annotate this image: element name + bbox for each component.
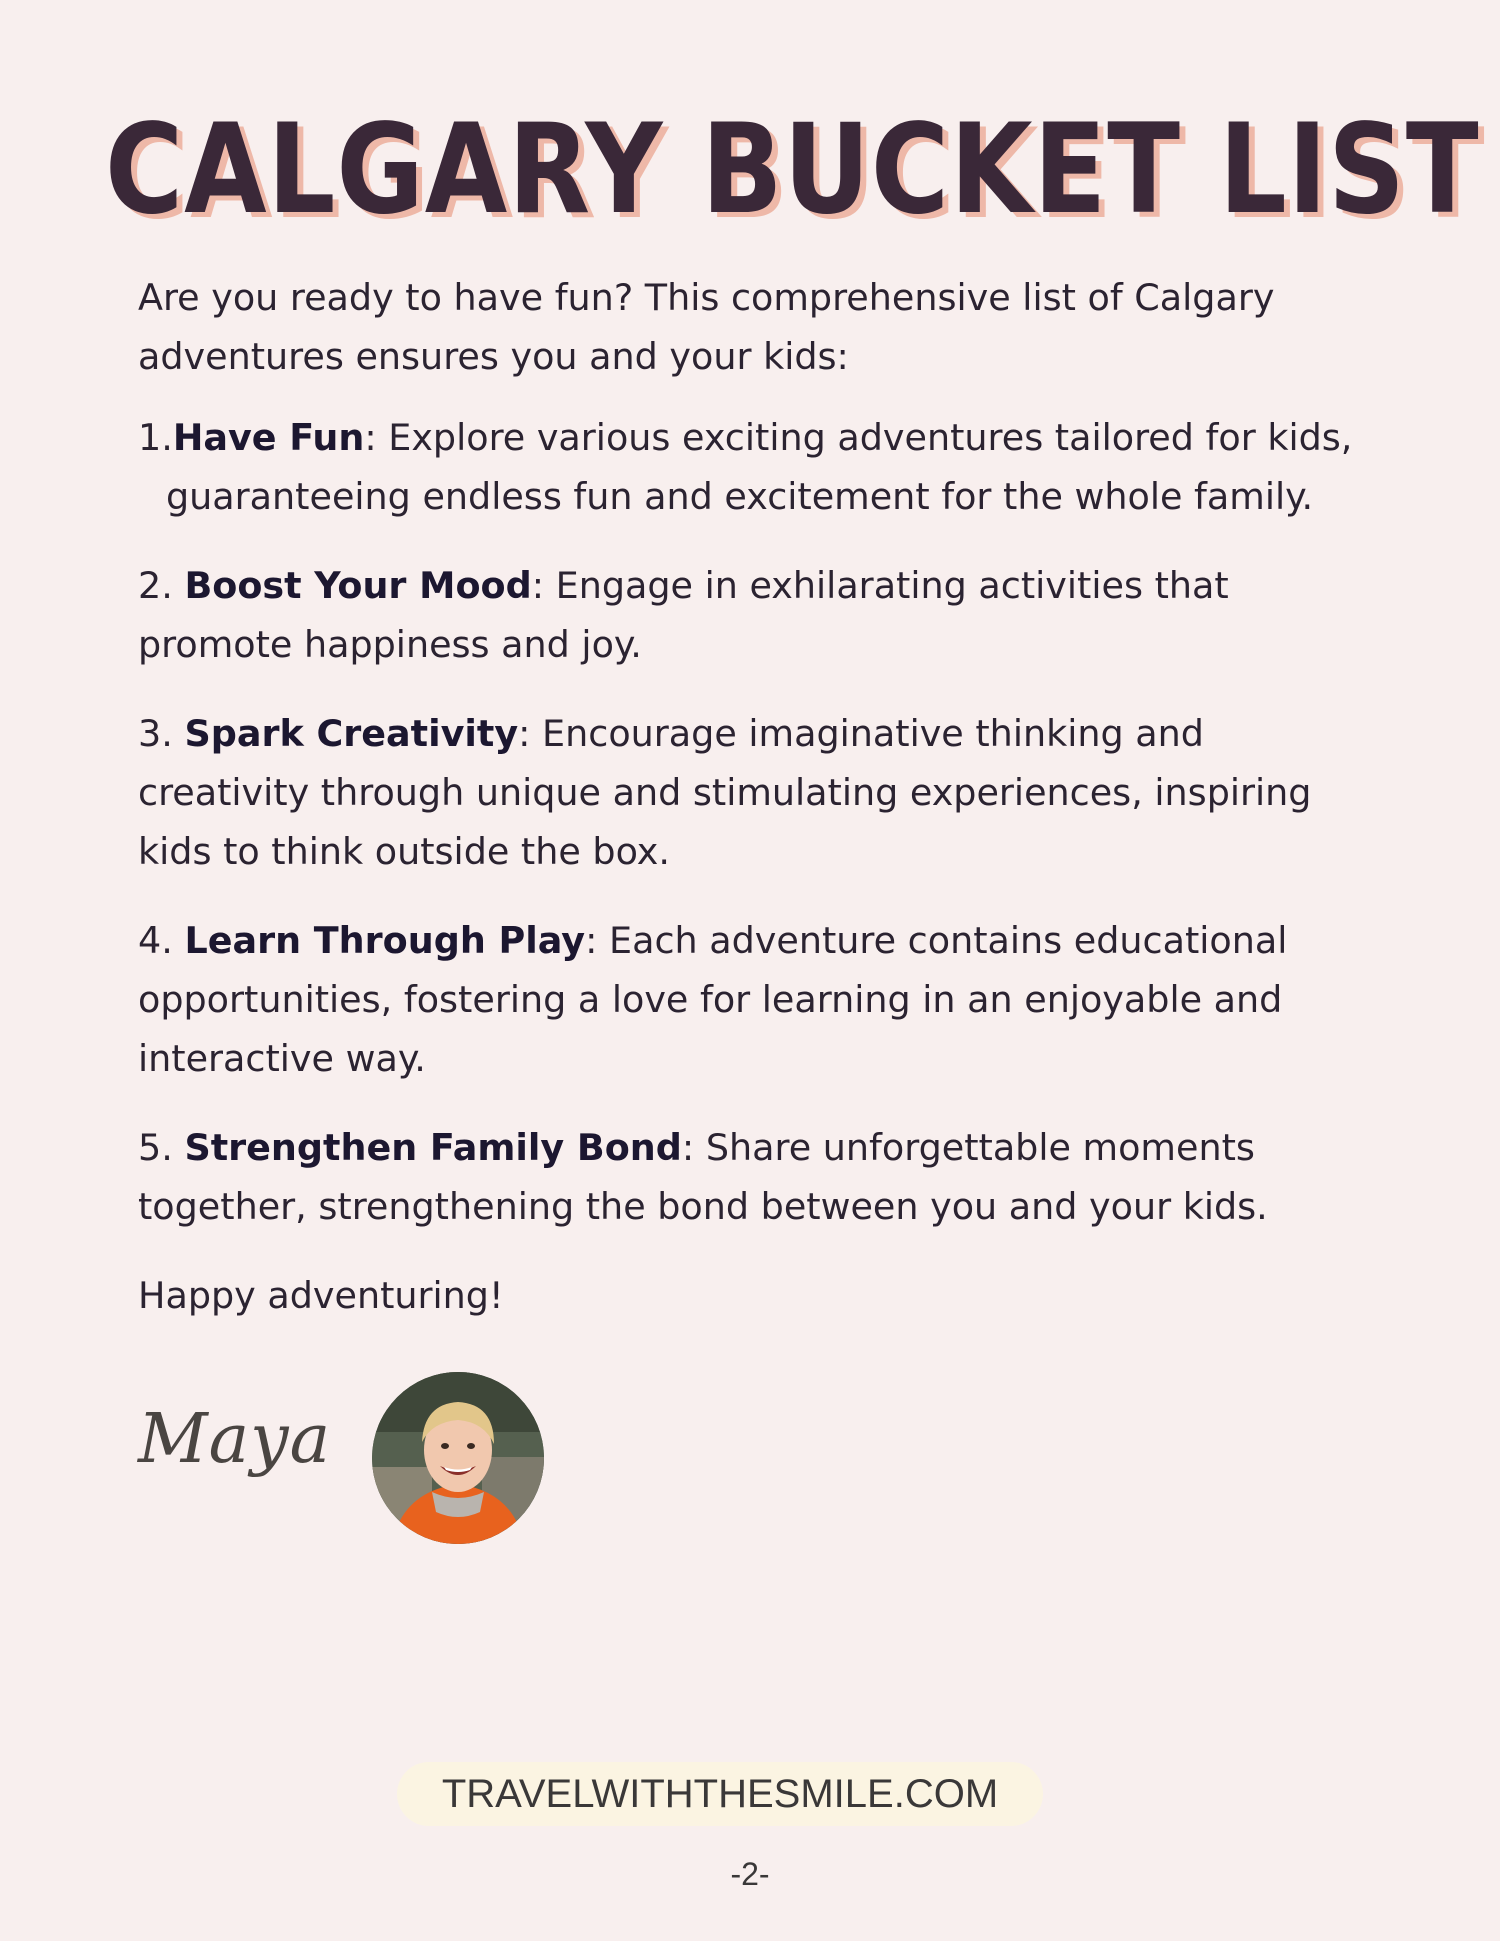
avatar [372,1372,544,1544]
page-title: CALGARY BUCKET LIST [105,98,1480,242]
item-heading: Spark Creativity [184,712,519,755]
item-text: : Explore various exciting adventures tailored for kids, [364,416,1353,459]
item-text: : Share unforgettable moments together, strengthening the bond between you and your kids. [138,1126,1268,1228]
website-link[interactable]: TRAVELWITHTHESMILE.COM [397,1762,1043,1826]
item-number: 2. [138,564,185,607]
list-item [138,704,1368,881]
item-heading: Learn Through Play [184,919,586,962]
item-heading: Boost Your Mood [184,564,532,607]
avatar-photo [372,1372,544,1544]
signature: Maya [138,1400,332,1479]
item-text: : Encourage imaginative thinking and creativity through unique and stimulating experiences, inspiring kids to think outside the box. [138,712,1312,873]
intro-paragraph: Are you ready to have fun? This comprehensive list of Calgary adventures ensures you and your kids: [138,276,1275,378]
item-number: 4. [138,919,185,962]
body-text [138,268,1368,1325]
closing-line: Happy adventuring! [138,1274,504,1317]
item-heading: Have Fun [172,416,365,459]
item-text: : Each adventure contains educational opportunities, fostering a love for learning in an enjoyable and interactive way. [138,919,1288,1080]
list-item [138,408,1368,526]
item-number: 5. [138,1126,185,1169]
list-item [138,911,1368,1088]
item-text: : Engage in exhilarating activities that promote happiness and joy. [138,564,1229,666]
list-item [138,556,1368,674]
page-number: -2- [730,1856,770,1892]
item-number: 3. [138,712,185,755]
item-heading: Strengthen Family Bond [184,1126,682,1169]
list-item [138,1118,1368,1236]
item-text-continued: guaranteeing endless fun and excitement for the whole family. [166,475,1314,518]
item-number: 1. [138,416,173,459]
